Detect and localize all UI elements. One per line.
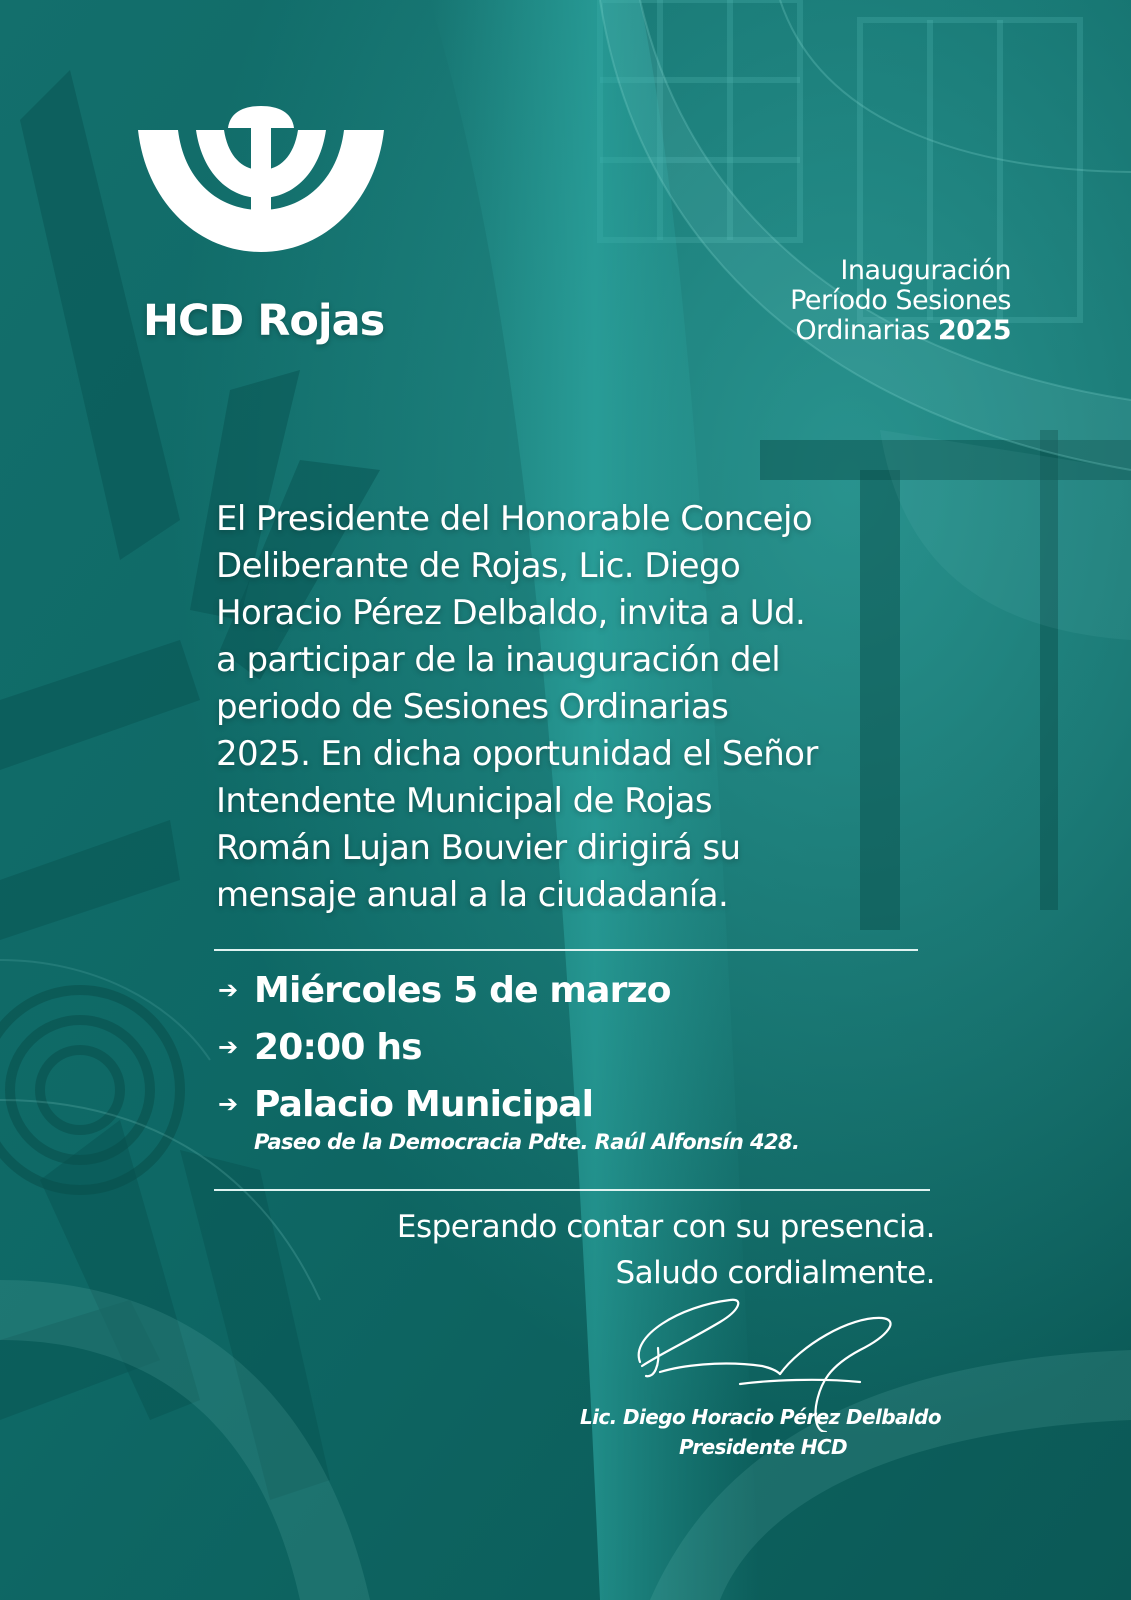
invitation-line: periodo de Sesiones Ordinarias [216,687,729,727]
divider-bottom [214,1189,930,1191]
event-title-year: 2025 [937,315,1011,346]
arrow-right-icon: ➔ [218,1033,239,1061]
divider-top [214,949,918,951]
signer-role: Presidente HCD [678,1435,847,1459]
invitation-line: a participar de la inauguración del [216,640,781,680]
event-address: Paseo de la Democracia Pdte. Raúl Alfonsín 428. [254,1130,800,1154]
invitation-line: Intendente Municipal de Rojas [216,781,712,821]
event-time-row [218,1027,938,1084]
event-place: Palacio Municipal [254,1084,594,1125]
event-date-row [218,970,938,1027]
invitation-line: Román Lujan Bouvier dirigirá su [216,828,741,868]
arrow-right-icon: ➔ [218,1090,239,1118]
invitation-line: Deliberante de Rojas, Lic. Diego [216,546,741,586]
brand-name: HCD Rojas [143,296,385,346]
event-title-line-3 [611,316,1011,346]
event-details [218,970,938,1141]
closing-line-2: Saludo cordialmente. [615,1255,935,1291]
event-title-line-1: Inauguración [840,255,1011,286]
event-title-line-3-text: Ordinarias [795,315,930,346]
signer-name: Lic. Diego Horacio Pérez Delbaldo [580,1405,941,1429]
closing-text [295,1204,935,1296]
event-date: Miércoles 5 de marzo [254,970,671,1011]
closing-line-1: Esperando contar con su presencia. [396,1209,935,1245]
event-title-line-2: Período Sesiones [790,285,1011,316]
event-time: 20:00 hs [254,1027,422,1068]
hcd-logo-icon [138,106,384,256]
invitation-line: Horacio Pérez Delbaldo, invita a Ud. [216,593,806,633]
invitation-line: mensaje anual a la ciudadanía. [216,875,729,915]
invitation-line: 2025. En dicha oportunidad el Señor [216,734,818,774]
arrow-right-icon: ➔ [218,976,239,1004]
invitation-line: El Presidente del Honorable Concejo [216,499,813,539]
signer-block [421,1402,941,1462]
event-title [611,256,1011,346]
invitation-text [216,496,956,919]
